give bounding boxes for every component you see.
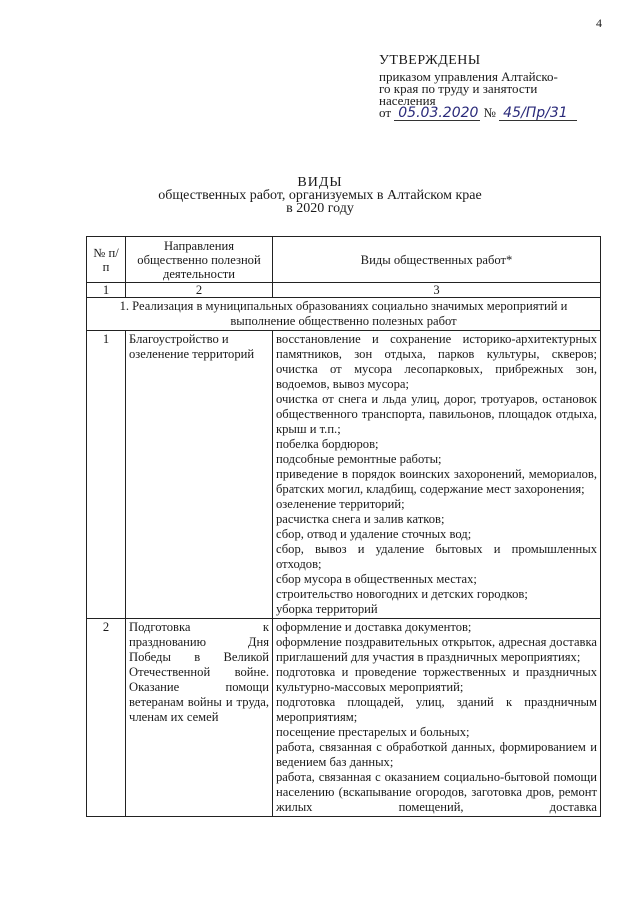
table-row xyxy=(87,619,601,817)
approval-line-1: приказом управления Алтайско- xyxy=(379,69,558,84)
work-item: подготовка площадей, улиц, зданий к праздничным мероприятиям; xyxy=(276,695,597,724)
approval-line-2: го края по труду и занятости xyxy=(379,81,538,96)
work-item: оформление и доставка документов; xyxy=(276,620,472,634)
approval-date-line xyxy=(379,107,619,121)
work-item: сбор мусора в общественных местах; xyxy=(276,572,477,586)
work-item: расчистка снега и залив катков; xyxy=(276,512,445,526)
approval-heading: УТВЕРЖДЕНЫ xyxy=(379,53,481,68)
title-line-1: общественных работ, организуемых в Алтайском крае xyxy=(158,188,482,203)
row-works xyxy=(273,619,601,817)
document-title xyxy=(0,176,640,215)
handwritten-date: 05.03.2020 xyxy=(394,107,480,121)
work-item: строительство новогодних и детских городков; xyxy=(276,587,528,601)
section-title: 1. Реализация в муниципальных образованиях социально значимых мероприятий и выполнение общественно полезных работ xyxy=(87,298,601,331)
page-number: 4 xyxy=(596,16,602,30)
handwritten-number: 45/Пр/31 xyxy=(499,107,577,121)
header-direction: Направления общественно полезной деятельности xyxy=(126,237,273,283)
row-works xyxy=(273,331,601,619)
work-item: работа, связанная с обработкой данных, формированием и ведением баз данных; xyxy=(276,740,597,769)
work-item: озеленение территорий; xyxy=(276,497,405,511)
work-item: оформление поздравительных открыток, адресная доставка приглашений для участия в праздничных мероприятиях; xyxy=(276,635,597,664)
approval-line-3: населения xyxy=(379,93,436,108)
work-item: приведение в порядок воинских захоронений, мемориалов, братских могил, кладбищ, содержание мест захоронения; xyxy=(276,467,597,496)
header-types: Виды общественных работ* xyxy=(273,237,601,283)
work-item: уборка территорий xyxy=(276,602,378,616)
work-item: очистка от снега и льда улиц, дорог, тротуаров, остановок общественного транспорта, павильонов, площадок отдыха, крыш и т.п.; xyxy=(276,392,597,436)
title-line-2: в 2020 году xyxy=(286,201,354,216)
row-number: 1 xyxy=(87,331,126,619)
works-table xyxy=(86,236,601,817)
row-number: 2 xyxy=(87,619,126,817)
index-row xyxy=(87,283,601,298)
header-num: № п/п xyxy=(87,237,126,283)
index-cell-1: 1 xyxy=(87,283,126,298)
index-cell-3: 3 xyxy=(273,283,601,298)
approval-block xyxy=(379,55,619,121)
row-direction: Подготовка к празднованию Дня Победы в Великой Отечественной войне. Оказание помощи ветеранам войны и труда, членам их семей xyxy=(126,619,273,817)
date-prefix: от xyxy=(379,105,392,120)
work-item: сбор, отвод и удаление сточных вод; xyxy=(276,527,472,541)
work-item: очистка от мусора лесопарковых, прибрежных зон, водоемов, вывоз мусора; xyxy=(276,362,597,391)
work-item: работа, связанная с оказанием социально-бытовой помощи населению (вскапывание огородов, заготовка дров, ремонт жилых помещений, доставка xyxy=(276,770,597,814)
title-heading: ВИДЫ xyxy=(297,175,343,190)
table-header-row xyxy=(87,237,601,283)
section-row xyxy=(87,298,601,331)
work-item: побелка бордюров; xyxy=(276,437,379,451)
work-item: восстановление и сохранение историко-архитектурных памятников, зон отдыха, парков культуры, скверов; xyxy=(276,332,597,361)
work-item: подготовка и проведение торжественных и праздничных культурно-массовых мероприятий; xyxy=(276,665,597,694)
work-item: подсобные ремонтные работы; xyxy=(276,452,442,466)
work-item: сбор, вывоз и удаление бытовых и промышленных отходов; xyxy=(276,542,597,571)
row-direction: Благоустройство и озеленение территорий xyxy=(126,331,273,619)
work-item: посещение престарелых и больных; xyxy=(276,725,470,739)
number-prefix: № xyxy=(483,105,496,120)
table-row xyxy=(87,331,601,619)
index-cell-2: 2 xyxy=(126,283,273,298)
